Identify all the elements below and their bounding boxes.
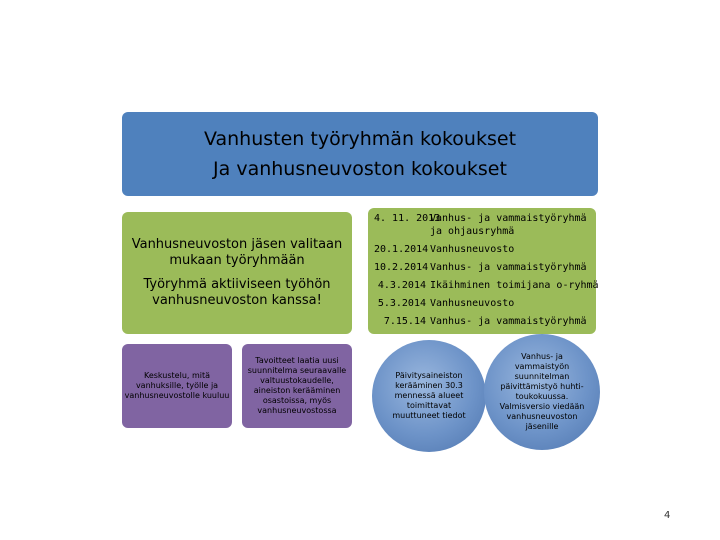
plan-update-text: Vanhus- ja vammaistyön suunnitelman päivittämistyö huhti-toukokuussa. Valmisversio viedään vanhusneuvoston jäsenille <box>499 352 585 431</box>
page-number: 4 <box>664 510 671 521</box>
header-title-line2: Ja vanhusneuvoston kokoukset <box>213 158 507 180</box>
header-box <box>122 112 598 196</box>
meeting-row <box>374 213 592 224</box>
meeting-row <box>374 226 592 237</box>
meeting-desc: Ikäihminen toimijana o-ryhmä <box>430 280 599 291</box>
discussion-box <box>122 344 232 428</box>
goals-text: Tavoitteet laatia uusi suunnitelma seuraavalle valtuustokaudelle, aineiston kerääminen osastoissa, myös vanhusneuvostossa <box>247 356 347 415</box>
meeting-desc: Vanhus- ja vammaistyöryhmä <box>430 262 587 273</box>
meeting-desc: Vanhusneuvosto <box>430 244 515 255</box>
meeting-date: 4. 11. 2013 <box>374 213 441 224</box>
meeting-date: 20.1.2014 <box>374 244 429 255</box>
member-info-line1: Vanhusneuvoston jäsen valitaan mukaan työryhmään <box>131 237 343 268</box>
discussion-text: Keskustelu, mitä vanhuksille, työlle ja vanhusneuvostolle kuuluu <box>124 371 230 400</box>
goals-box <box>242 344 352 428</box>
meeting-row <box>374 316 592 327</box>
member-info-box <box>122 212 352 334</box>
meeting-schedule-box <box>368 208 599 334</box>
meeting-desc: Vanhus- ja vammaistyöryhmä <box>430 316 587 327</box>
meeting-row <box>374 298 592 309</box>
meeting-date: 10.2.2014 <box>374 262 429 273</box>
meeting-desc: ja ohjausryhmä <box>430 226 515 237</box>
meeting-date: 4.3.2014 <box>377 280 426 291</box>
plan-update-circle <box>484 334 600 450</box>
data-collection-text: Päivitysaineiston kerääminen 30.3 mennessä alueet toimittavat muuttuneet tiedot <box>392 371 466 420</box>
meeting-date <box>374 226 430 237</box>
meeting-row <box>374 262 592 273</box>
meeting-row <box>374 244 592 255</box>
meeting-desc: Vanhus- ja vammaistyöryhmä <box>430 213 587 224</box>
meeting-date: 7.15.14 <box>383 316 426 327</box>
header-title-line1: Vanhusten työryhmän kokoukset <box>203 128 517 150</box>
meeting-desc: Vanhusneuvosto <box>430 298 515 309</box>
meeting-row <box>374 280 599 291</box>
data-collection-circle <box>372 340 486 452</box>
member-info-line2: Työryhmä aktiiviseen työhön vanhusneuvoston kanssa! <box>143 277 331 308</box>
meeting-date: 5.3.2014 <box>377 298 426 309</box>
